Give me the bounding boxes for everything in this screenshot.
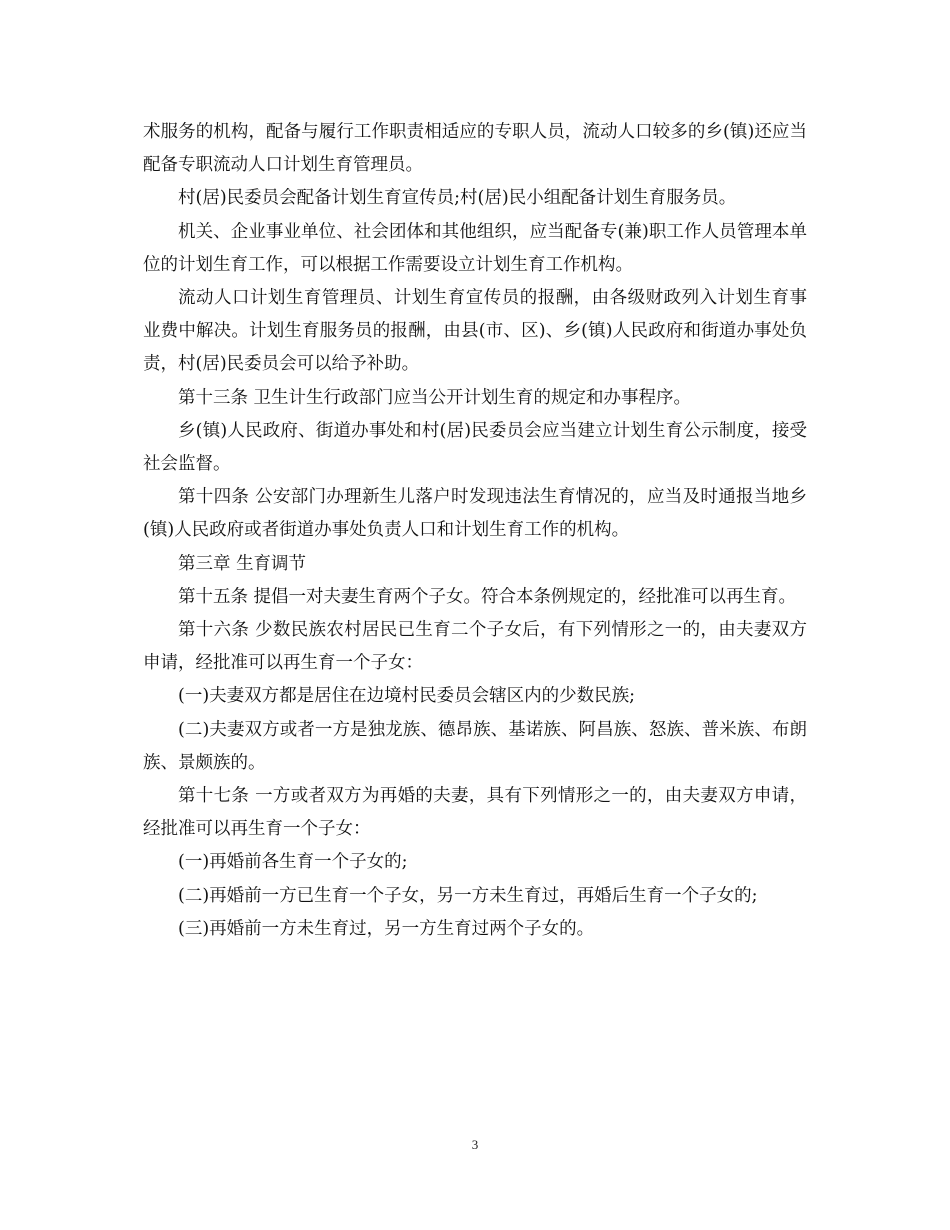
paragraph: 流动人口计划生育管理员、计划生育宣传员的报酬，由各级财政列入计划生育事业费中解决。计划生育服务员的报酬，由县(市、区)、乡(镇)人民政府和街道办事处负责，村(居)民委员会可以给予补助。 (143, 288, 807, 375)
document-body (143, 116, 807, 946)
list-item: (二)再婚前一方已生育一个子女，另一方未生育过，再婚后生育一个子女的; (178, 885, 758, 906)
article-17: 第十七条 一方或者双方为再婚的夫妻，具有下列情形之一的，由夫妻双方申请，经批准可以再生育一个子女： (143, 786, 807, 840)
list-item: (一)夫妻双方都是居住在边境村民委员会辖区内的少数民族; (178, 686, 636, 707)
paragraph: 乡(镇)人民政府、街道办事处和村(居)民委员会应当建立计划生育公示制度，接受社会监督。 (143, 420, 807, 475)
article-13: 第十三条 卫生计生行政部门应当公开计划生育的规定和办事程序。 (178, 387, 692, 408)
list-item: (二)夫妻双方或者一方是独龙族、德昂族、基诺族、阿昌族、怒族、普米族、布朗族、景颇族的。 (143, 719, 807, 773)
list-item: (三)再婚前一方未生育过，另一方生育过两个子女的。 (178, 918, 595, 939)
article-14: 第十四条 公安部门办理新生儿落户时发现违法生育情况的，应当及时通报当地乡(镇)人民政府或者街道办事处负责人口和计划生育工作的机构。 (143, 487, 807, 541)
list-item: (一)再婚前各生育一个子女的; (178, 852, 408, 873)
chapter-heading: 第三章 生育调节 (178, 553, 307, 574)
paragraph: 村(居)民委员会配备计划生育宣传员;村(居)民小组配备计划生育服务员。 (178, 188, 737, 209)
paragraph: 机关、企业事业单位、社会团体和其他组织，应当配备专(兼)职工作人员管理本单位的计划生育工作，可以根据工作需要设立计划生育工作机构。 (143, 221, 807, 275)
page-number: 3 (471, 1137, 479, 1152)
article-16: 第十六条 少数民族农村居民已生育二个子女后，有下列情形之一的，由夫妻双方申请，经批准可以再生育一个子女： (143, 620, 807, 674)
article-15: 第十五条 提倡一对夫妻生育两个子女。符合本条例规定的，经批准可以再生育。 (178, 586, 797, 607)
paragraph: 术服务的机构，配备与履行工作职责相适应的专职人员，流动人口较多的乡(镇)还应当配备专职流动人口计划生育管理员。 (143, 122, 807, 176)
